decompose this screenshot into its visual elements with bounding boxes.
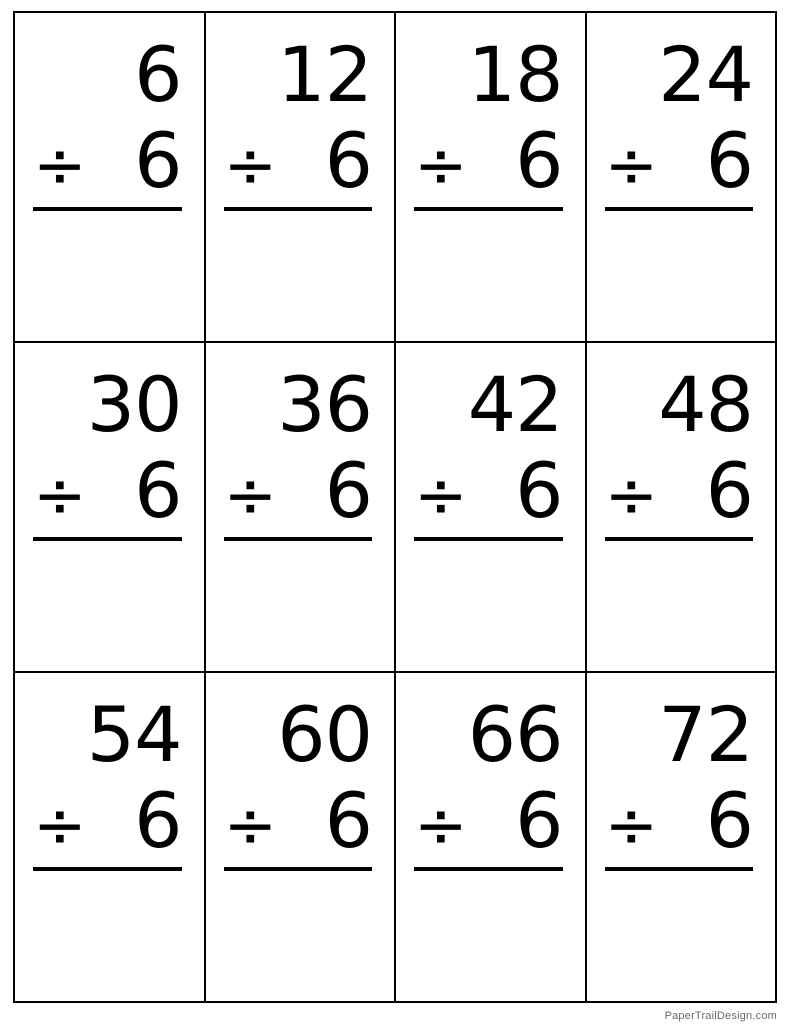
flashcard [206,343,397,673]
dividend: 24 [658,30,753,119]
operation-row [223,446,373,536]
flashcard-content [396,343,585,671]
division-operator-icon: ÷ [33,129,87,204]
flashcard [206,13,397,343]
operation-row [414,116,563,206]
flashcard-content [587,673,776,1001]
answer-rule [605,207,754,211]
divisor: 6 [705,446,753,536]
division-operator-icon: ÷ [604,459,659,534]
site-credit: PaperTrailDesign.com [664,1010,777,1022]
divisor: 6 [134,776,182,866]
flashcard-content [396,13,585,341]
division-operator-icon: ÷ [33,789,87,864]
division-operator-icon: ÷ [223,459,278,534]
flashcard-content [15,343,204,671]
dividend: 18 [467,30,563,119]
flashcard [15,13,206,343]
division-operator-icon: ÷ [33,459,87,534]
answer-rule [414,867,563,871]
dividend: 42 [467,360,563,449]
flashcard-content [587,13,776,341]
dividend: 12 [277,30,372,119]
division-operator-icon: ÷ [414,789,468,864]
dividend: 36 [277,360,372,449]
divisor: 6 [515,776,563,866]
divisor: 6 [134,116,182,206]
divisor: 6 [515,116,563,206]
answer-rule [414,207,563,211]
operation-row [33,776,182,866]
flashcard [587,343,778,673]
flashcard-grid [13,11,777,1003]
division-operator-icon: ÷ [223,129,278,204]
operation-row [604,116,754,206]
answer-rule [224,537,373,541]
operation-row [33,446,182,536]
answer-rule [33,867,182,871]
flashcard-content [15,13,204,341]
operation-row [414,446,563,536]
flashcard-content [396,673,585,1001]
dividend: 6 [134,30,182,119]
divisor: 6 [324,446,372,536]
dividend: 54 [86,690,182,779]
flashcard [396,13,587,343]
dividend: 30 [86,360,182,449]
divisor: 6 [324,116,372,206]
flashcard [396,343,587,673]
answer-rule [33,537,182,541]
flashcard [587,13,778,343]
operation-row [223,116,373,206]
operation-row [223,776,373,866]
flashcard-content [587,343,776,671]
answer-rule [224,207,373,211]
division-operator-icon: ÷ [414,459,468,534]
dividend: 66 [467,690,563,779]
divisor: 6 [515,446,563,536]
operation-row [604,776,754,866]
operation-row [33,116,182,206]
divisor: 6 [705,116,753,206]
division-operator-icon: ÷ [414,129,468,204]
flashcard [587,673,778,1003]
dividend: 48 [658,360,753,449]
divisor: 6 [134,446,182,536]
flashcard [396,673,587,1003]
answer-rule [605,867,754,871]
flashcard-content [206,343,395,671]
dividend: 72 [658,690,753,779]
division-operator-icon: ÷ [223,789,278,864]
division-operator-icon: ÷ [604,789,659,864]
divisor: 6 [324,776,372,866]
dividend: 60 [277,690,372,779]
operation-row [604,446,754,536]
flashcard [15,673,206,1003]
answer-rule [605,537,754,541]
answer-rule [224,867,373,871]
answer-rule [33,207,182,211]
answer-rule [414,537,563,541]
divisor: 6 [705,776,753,866]
division-operator-icon: ÷ [604,129,659,204]
operation-row [414,776,563,866]
flashcard [206,673,397,1003]
flashcard-content [206,13,395,341]
flashcard [15,343,206,673]
flashcard-content [206,673,395,1001]
flashcard-content [15,673,204,1001]
